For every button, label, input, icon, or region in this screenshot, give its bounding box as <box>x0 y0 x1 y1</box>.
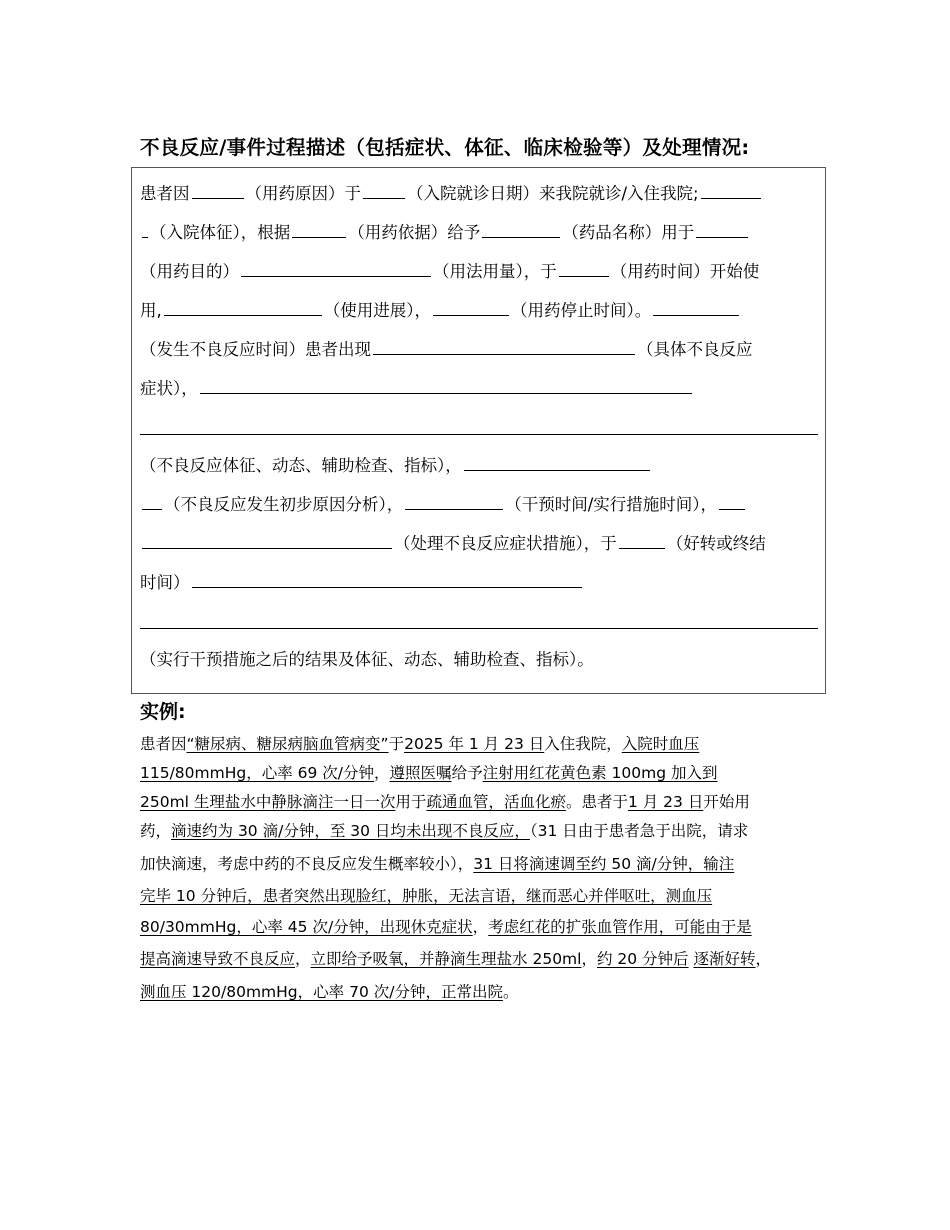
example-text: 开始用 <box>703 793 750 811</box>
blank-intervention-time[interactable] <box>405 492 503 510</box>
blank-admission-date[interactable] <box>363 181 405 199</box>
blank-symptoms[interactable] <box>373 337 635 355</box>
example-basis: 遵照医嘱 <box>389 764 452 782</box>
form-text: （入院就诊日期）来我院就诊/入住我院; <box>407 184 699 203</box>
form-text: 用, <box>140 301 162 320</box>
form-line-11 <box>140 570 584 595</box>
form-text: （干预时间/实行措施时间）， <box>505 495 718 514</box>
form-line-3 <box>140 259 759 284</box>
example-admission-signs: 115/80mmHg，心率 69 次/分钟 <box>140 764 375 782</box>
form-line-4 <box>140 298 741 323</box>
form-line-9 <box>140 492 747 517</box>
form-text: （用药停止时间）。 <box>511 301 652 320</box>
example-text: 入住我院， <box>544 735 622 753</box>
form-text: （用法用量），于 <box>433 262 557 281</box>
example-measures: 给予吸氧，并静滴生理盐水 250ml <box>341 950 582 968</box>
blank-dosage[interactable] <box>241 259 431 277</box>
example-text: 加快滴速，考虑中药的不良反应发生概率较小）， <box>140 855 474 873</box>
form-title: 不良反应/事件过程描述（包括症状、体征、临床检验等）及处理情况: <box>140 136 750 159</box>
example-heading: 实例: <box>140 701 186 723</box>
example-text: 于 <box>388 735 405 753</box>
example-line-8 <box>140 948 771 970</box>
example-text: ， <box>295 950 311 968</box>
blank-stop-time[interactable] <box>433 298 509 316</box>
example-recovery-time: 约 20 分钟后 <box>596 950 689 968</box>
example-text: 用于 <box>395 793 427 811</box>
example-drug: 注射用红花黄色素 100mg 加入到 <box>482 764 718 782</box>
blank-progress[interactable] <box>164 298 322 316</box>
example-line-1 <box>140 733 699 755</box>
form-text: （好转或终结 <box>666 534 766 553</box>
form-line-8 <box>140 453 652 478</box>
example-diagnosis: “糖尿病、糖尿病脑血管病变” <box>186 735 389 753</box>
blank-cause[interactable] <box>464 453 650 471</box>
form-text: （用药目的） <box>140 262 239 281</box>
blank-recovery[interactable] <box>619 531 665 549</box>
blank-measures[interactable] <box>719 492 745 510</box>
form-text: 时间） <box>140 573 190 592</box>
example-text: ， <box>374 764 390 782</box>
example-line-3 <box>140 791 750 813</box>
form-text: （不良反应体征、动态、辅助检查、指标）， <box>140 456 462 475</box>
blank-end-time[interactable] <box>192 570 582 588</box>
form-text: （入院体征），根据 <box>150 223 291 242</box>
blank-drug-name[interactable] <box>482 220 560 238</box>
example-progress: 滴速约为 30 滴/分钟，至 30 日均未出现不良反应， <box>171 822 530 840</box>
example-line-5 <box>140 853 734 875</box>
example-cause: 提高滴速导致不良反应 <box>140 950 296 968</box>
form-text: （实行干预措施之后的结果及体征、动态、辅助检查、指标）。 <box>140 650 594 669</box>
example-admission-signs: 入院时血压 <box>621 735 700 753</box>
example-reaction: 80/30mmHg，心率 45 次/分钟，出现休克症状 <box>140 918 473 936</box>
example-purpose: 疏通血管，活血化瘀 <box>426 793 566 811</box>
blank-cause-cont[interactable] <box>142 492 162 510</box>
blank-basis[interactable] <box>292 220 346 238</box>
form-text: （用药时间）开始使 <box>610 262 760 281</box>
form-text: 患者因 <box>140 184 190 203</box>
blank-measures-cont[interactable] <box>142 531 392 549</box>
example-text: 患者因 <box>140 735 187 753</box>
example-text: ， <box>581 950 597 968</box>
example-text: ， <box>755 950 772 968</box>
example-intervention-time: 立即 <box>310 950 342 968</box>
form-text: （使用进展）， <box>323 301 431 320</box>
form-line-5 <box>140 337 753 362</box>
example-text: 。患者于 <box>565 793 628 811</box>
form-line-10 <box>140 531 766 556</box>
form-text: （处理不良反应症状措施），于 <box>394 534 617 553</box>
blank-full-line-1[interactable] <box>140 434 818 435</box>
example-cause: 考虑红花的扩张血管作用，可能由于是 <box>488 918 752 936</box>
form-line-2 <box>140 220 750 245</box>
form-text: （用药原因）于 <box>245 184 361 203</box>
example-reaction: 完毕 10 分钟后，患者突然出现脸红，肿胀，无法言语，继而恶心并伴呕吐，测血压 <box>140 887 713 905</box>
blank-reason[interactable] <box>192 181 244 199</box>
example-line-2 <box>140 762 717 784</box>
blank-admission-signs[interactable] <box>701 181 761 199</box>
blank-reaction-time[interactable] <box>653 298 739 316</box>
example-line-9 <box>140 981 518 1003</box>
blank-purpose[interactable] <box>696 220 748 238</box>
form-line-6 <box>140 376 694 401</box>
example-text: 药， <box>140 822 172 840</box>
example-line-6 <box>140 885 712 907</box>
example-outcome: 测血压 120/80mmHg，心率 70 次/分钟，正常出院 <box>140 983 503 1001</box>
blank-symptoms-cont[interactable] <box>200 376 692 394</box>
example-text: 。 <box>502 983 519 1001</box>
form-line-1 <box>140 181 763 206</box>
example-dosage: 250ml 生理盐水中静脉滴注一日一次 <box>140 793 396 811</box>
form-text: （用药依据）给予 <box>348 223 481 242</box>
example-line-7 <box>140 916 752 938</box>
form-text: （发生不良反应时间）患者出现 <box>140 340 371 359</box>
report-form-box <box>131 167 826 694</box>
example-text: 给予 <box>451 764 483 782</box>
example-line-4 <box>140 820 748 842</box>
example-text: ， <box>472 918 489 936</box>
form-text: （具体不良反应 <box>637 340 753 359</box>
blank-full-line-2[interactable] <box>140 628 818 629</box>
example-text: （31 日由于患者急于出院，请求 <box>529 822 749 840</box>
blank-medication-time[interactable] <box>559 259 609 277</box>
example-start-date: 1 月 23 日 <box>627 793 704 811</box>
example-admission-date: 2025 年 1 月 23 日 <box>404 735 545 753</box>
example-outcome: 逐渐好转 <box>693 950 756 968</box>
form-text: （不良反应发生初步原因分析）， <box>164 495 404 514</box>
blank-admission-signs-cont[interactable] <box>142 220 148 238</box>
form-text: （药品名称）用于 <box>562 223 695 242</box>
example-reaction: 31 日将滴速调至约 50 滴/分钟，输注 <box>473 855 735 873</box>
form-line-13 <box>140 648 594 672</box>
form-text: 症状）， <box>140 379 198 398</box>
